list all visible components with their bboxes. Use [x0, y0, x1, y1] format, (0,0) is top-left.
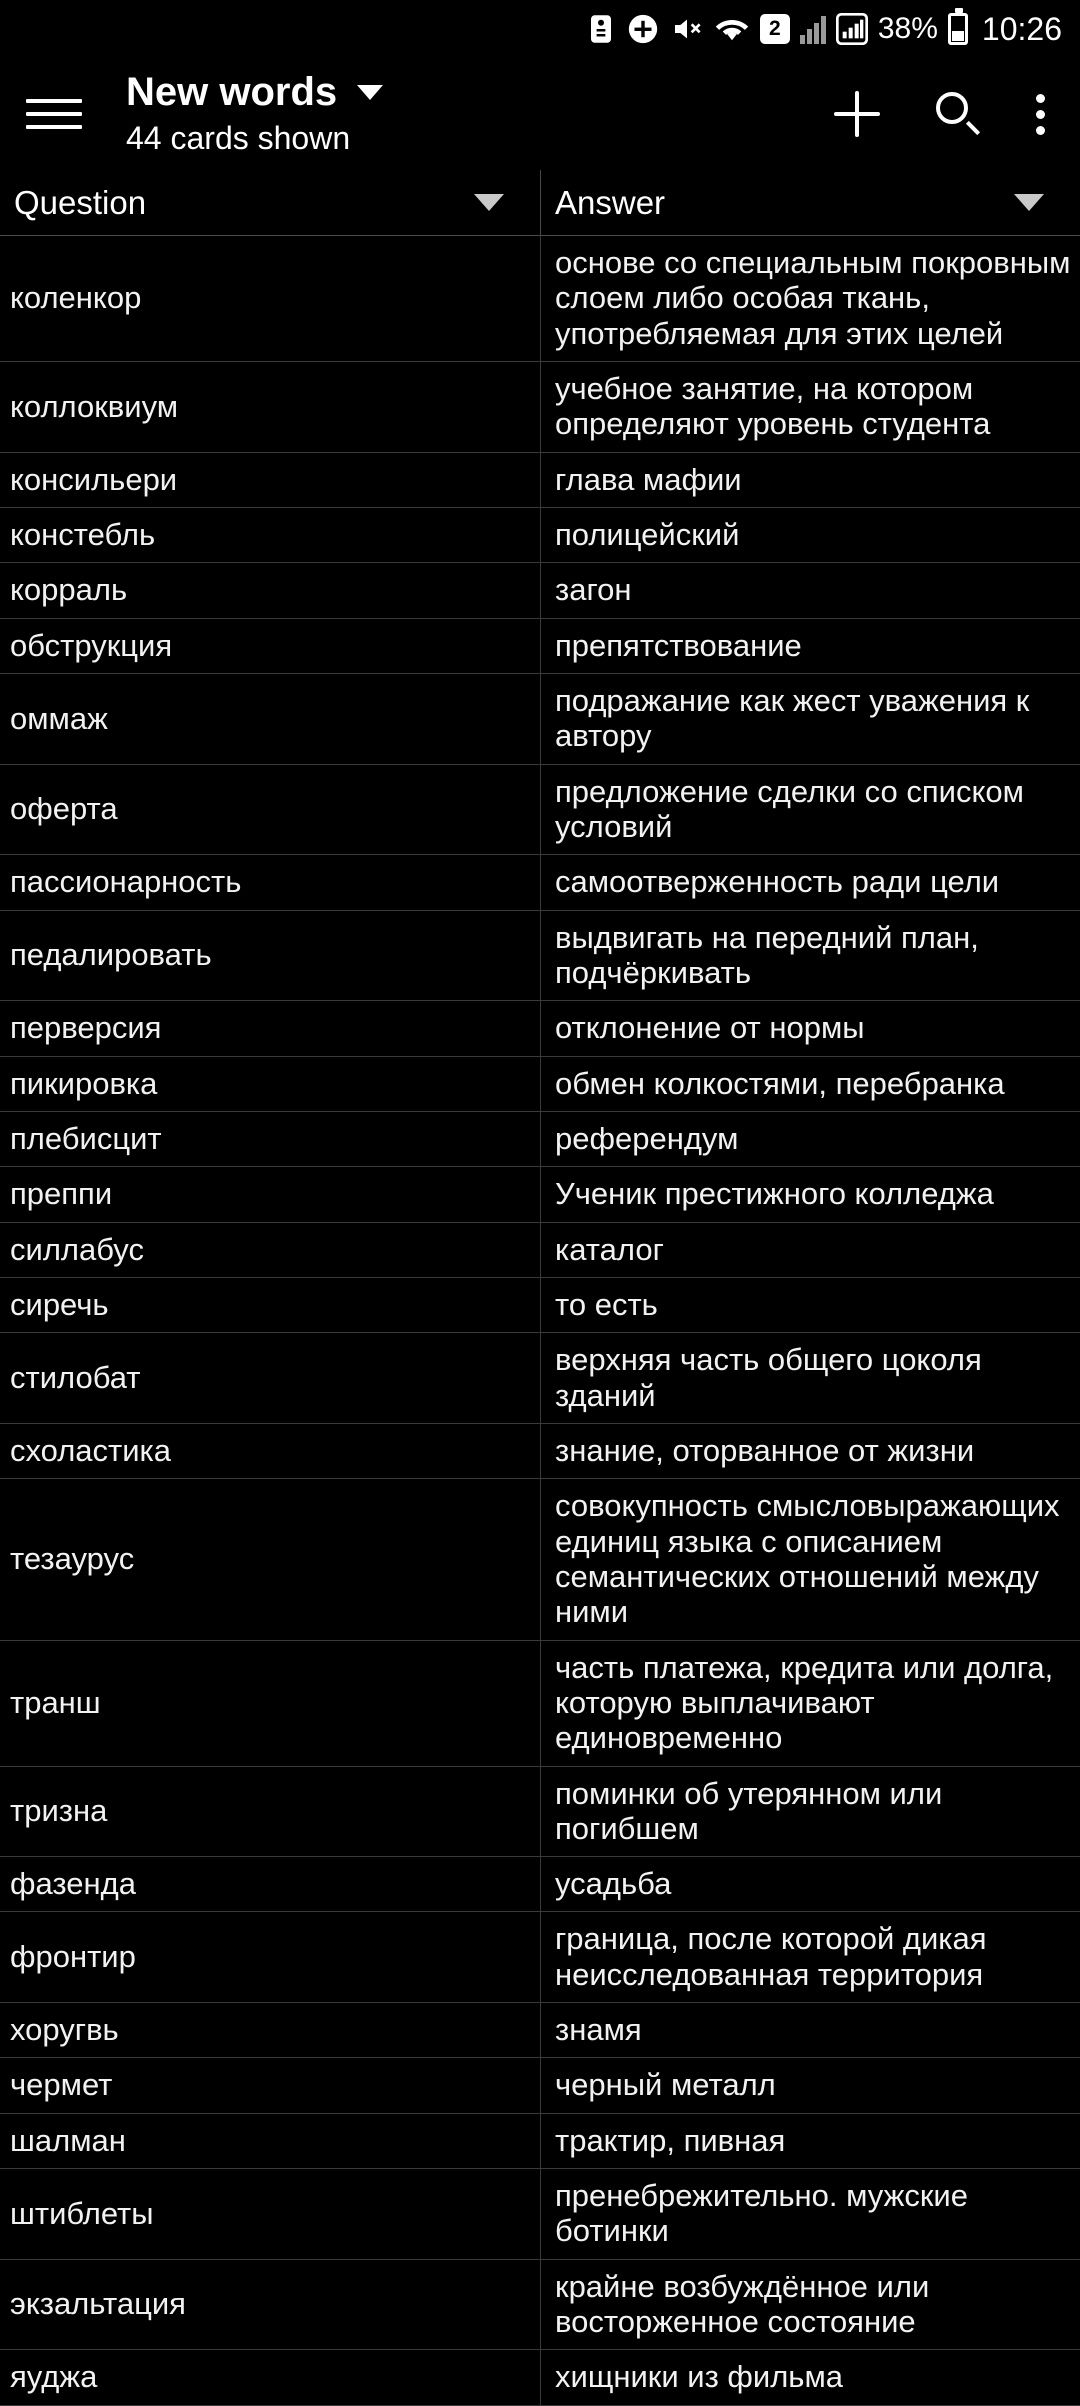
card-answer: обмен колкостями, перебранка	[540, 1057, 1080, 1111]
table-row[interactable]	[0, 2169, 1080, 2260]
card-question: тезаурус	[10, 1541, 135, 1577]
card-question: схоластика	[10, 1432, 172, 1468]
table-row[interactable]	[0, 1857, 1080, 1912]
card-question: обструкция	[10, 627, 173, 663]
card-question: экзальтация	[10, 2286, 186, 2322]
signal-bars-icon	[800, 14, 826, 44]
card-question: оферта	[10, 791, 118, 827]
sim-badge-icon: 2	[760, 14, 790, 44]
card-question: силлабус	[10, 1231, 144, 1267]
table-row[interactable]	[0, 1424, 1080, 1479]
card-question: тризна	[10, 1793, 108, 1829]
hamburger-icon[interactable]	[26, 99, 82, 129]
card-answer: выдвигать на передний план, подчёркивать	[540, 911, 1080, 1001]
card-answer: часть платежа, кредита или долга, которую выплачивают единовременно	[540, 1641, 1080, 1766]
card-answer: референдум	[540, 1112, 1080, 1166]
table-row[interactable]	[0, 674, 1080, 765]
app-bar	[0, 58, 1080, 170]
card-answer: подражание как жест уважения к автору	[540, 674, 1080, 764]
table-row[interactable]	[0, 2058, 1080, 2113]
card-answer: загон	[540, 563, 1080, 617]
table-row[interactable]	[0, 2003, 1080, 2058]
card-answer: предложение сделки со списком условий	[540, 765, 1080, 855]
table-row[interactable]	[0, 362, 1080, 453]
table-row[interactable]	[0, 2260, 1080, 2351]
card-answer: хищники из фильма	[540, 2350, 1080, 2404]
card-question: коллоквиум	[10, 388, 179, 424]
wifi-icon	[714, 14, 750, 44]
chevron-down-icon[interactable]	[1014, 194, 1044, 211]
card-answer: крайне возбуждённое или восторженное состояние	[540, 2260, 1080, 2350]
card-question: шалман	[10, 2122, 126, 2158]
card-question: пикировка	[10, 1065, 158, 1101]
table-row[interactable]	[0, 1223, 1080, 1278]
card-answer: граница, после которой дикая неисследованная территория	[540, 1912, 1080, 2002]
card-question: фронтир	[10, 1939, 136, 1975]
card-answer: черный металл	[540, 2058, 1080, 2112]
status-clock: 10:26	[981, 10, 1062, 47]
card-question: хоругвь	[10, 2012, 119, 2048]
table-row[interactable]	[0, 1112, 1080, 1167]
card-answer: совокупность смысловыражающих единиц языка с описанием семантических отношений между ними	[540, 1479, 1080, 1639]
table-row[interactable]	[0, 1912, 1080, 2003]
search-icon[interactable]	[936, 92, 980, 136]
card-answer: препятствование	[540, 619, 1080, 673]
card-answer: основе со специальным покровным слоем либо особая ткань, употребляемая для этих целей	[540, 236, 1080, 361]
table-row[interactable]	[0, 855, 1080, 910]
card-answer: полицейский	[540, 508, 1080, 562]
card-answer: Ученик престижного колледжа	[540, 1167, 1080, 1221]
card-question: оммаж	[10, 700, 108, 736]
card-question: транш	[10, 1684, 101, 1720]
app-bar-actions	[834, 91, 1054, 137]
nfc-icon	[586, 13, 616, 45]
card-question: сиречь	[10, 1286, 109, 1322]
card-answer: глава мафии	[540, 453, 1080, 507]
table-header	[0, 170, 1080, 236]
add-note-icon[interactable]	[834, 91, 880, 137]
table-row[interactable]	[0, 1167, 1080, 1222]
card-answer: верхняя часть общего цоколя зданий	[540, 1333, 1080, 1423]
card-answer: трактир, пивная	[540, 2114, 1080, 2168]
card-answer: учебное занятие, на котором определяют уровень студента	[540, 362, 1080, 452]
card-answer: пренебрежительно. мужские ботинки	[540, 2169, 1080, 2259]
table-row[interactable]	[0, 563, 1080, 618]
card-question: плебисцит	[10, 1120, 162, 1156]
table-row[interactable]	[0, 619, 1080, 674]
page-title[interactable]: New words	[126, 70, 338, 115]
table-row[interactable]	[0, 1001, 1080, 1056]
do-not-disturb-icon	[626, 12, 660, 46]
card-question: перверсия	[10, 1010, 162, 1046]
card-question: фазенда	[10, 1866, 136, 1902]
table-row[interactable]	[0, 1333, 1080, 1424]
card-list[interactable]	[0, 236, 1080, 2406]
table-row[interactable]	[0, 1278, 1080, 1333]
table-row[interactable]	[0, 1767, 1080, 1858]
table-row[interactable]	[0, 1057, 1080, 1112]
card-answer: поминки об утерянном или погибшем	[540, 1767, 1080, 1857]
card-question: корраль	[10, 572, 128, 608]
table-row[interactable]	[0, 1479, 1080, 1640]
card-question: пассионарность	[10, 864, 242, 900]
table-row[interactable]	[0, 1641, 1080, 1767]
battery-icon	[948, 13, 968, 45]
card-question: стилобат	[10, 1359, 141, 1395]
card-question: чермет	[10, 2067, 113, 2103]
column-header-answer-label: Answer	[555, 183, 666, 221]
card-question: коленкор	[10, 280, 142, 316]
table-row[interactable]	[0, 2114, 1080, 2169]
card-answer: усадьба	[540, 1857, 1080, 1911]
table-row[interactable]	[0, 2350, 1080, 2405]
mute-icon	[670, 13, 704, 45]
card-answer: отклонение от нормы	[540, 1001, 1080, 1055]
column-header-question-label: Question	[14, 183, 147, 221]
status-bar	[0, 0, 1080, 58]
card-question: яуджа	[10, 2359, 98, 2395]
signal-bars-strong-icon	[836, 13, 868, 45]
card-answer: знамя	[540, 2003, 1080, 2057]
table-row[interactable]	[0, 453, 1080, 508]
card-question: преппи	[10, 1176, 113, 1212]
chevron-down-icon[interactable]	[474, 194, 504, 211]
card-question: педалировать	[10, 937, 212, 973]
table-row[interactable]	[0, 236, 1080, 362]
cards-shown-count: 44 cards shown	[126, 119, 351, 156]
card-answer: знание, оторванное от жизни	[540, 1424, 1080, 1478]
kebab-menu-icon[interactable]	[1036, 94, 1046, 135]
card-answer: самоотверженность ради цели	[540, 855, 1080, 909]
table-row[interactable]	[0, 508, 1080, 563]
chevron-down-icon[interactable]	[357, 85, 383, 100]
card-question: консильери	[10, 461, 178, 497]
card-answer: то есть	[540, 1278, 1080, 1332]
card-question: констебль	[10, 516, 156, 552]
table-row[interactable]	[0, 765, 1080, 856]
battery-percent: 38%	[877, 12, 938, 45]
table-row[interactable]	[0, 911, 1080, 1002]
card-answer: каталог	[540, 1223, 1080, 1277]
column-header-question[interactable]	[0, 170, 540, 235]
deck-title-block[interactable]	[126, 71, 383, 156]
card-question: штиблеты	[10, 2195, 154, 2231]
column-header-answer[interactable]	[540, 170, 1080, 235]
